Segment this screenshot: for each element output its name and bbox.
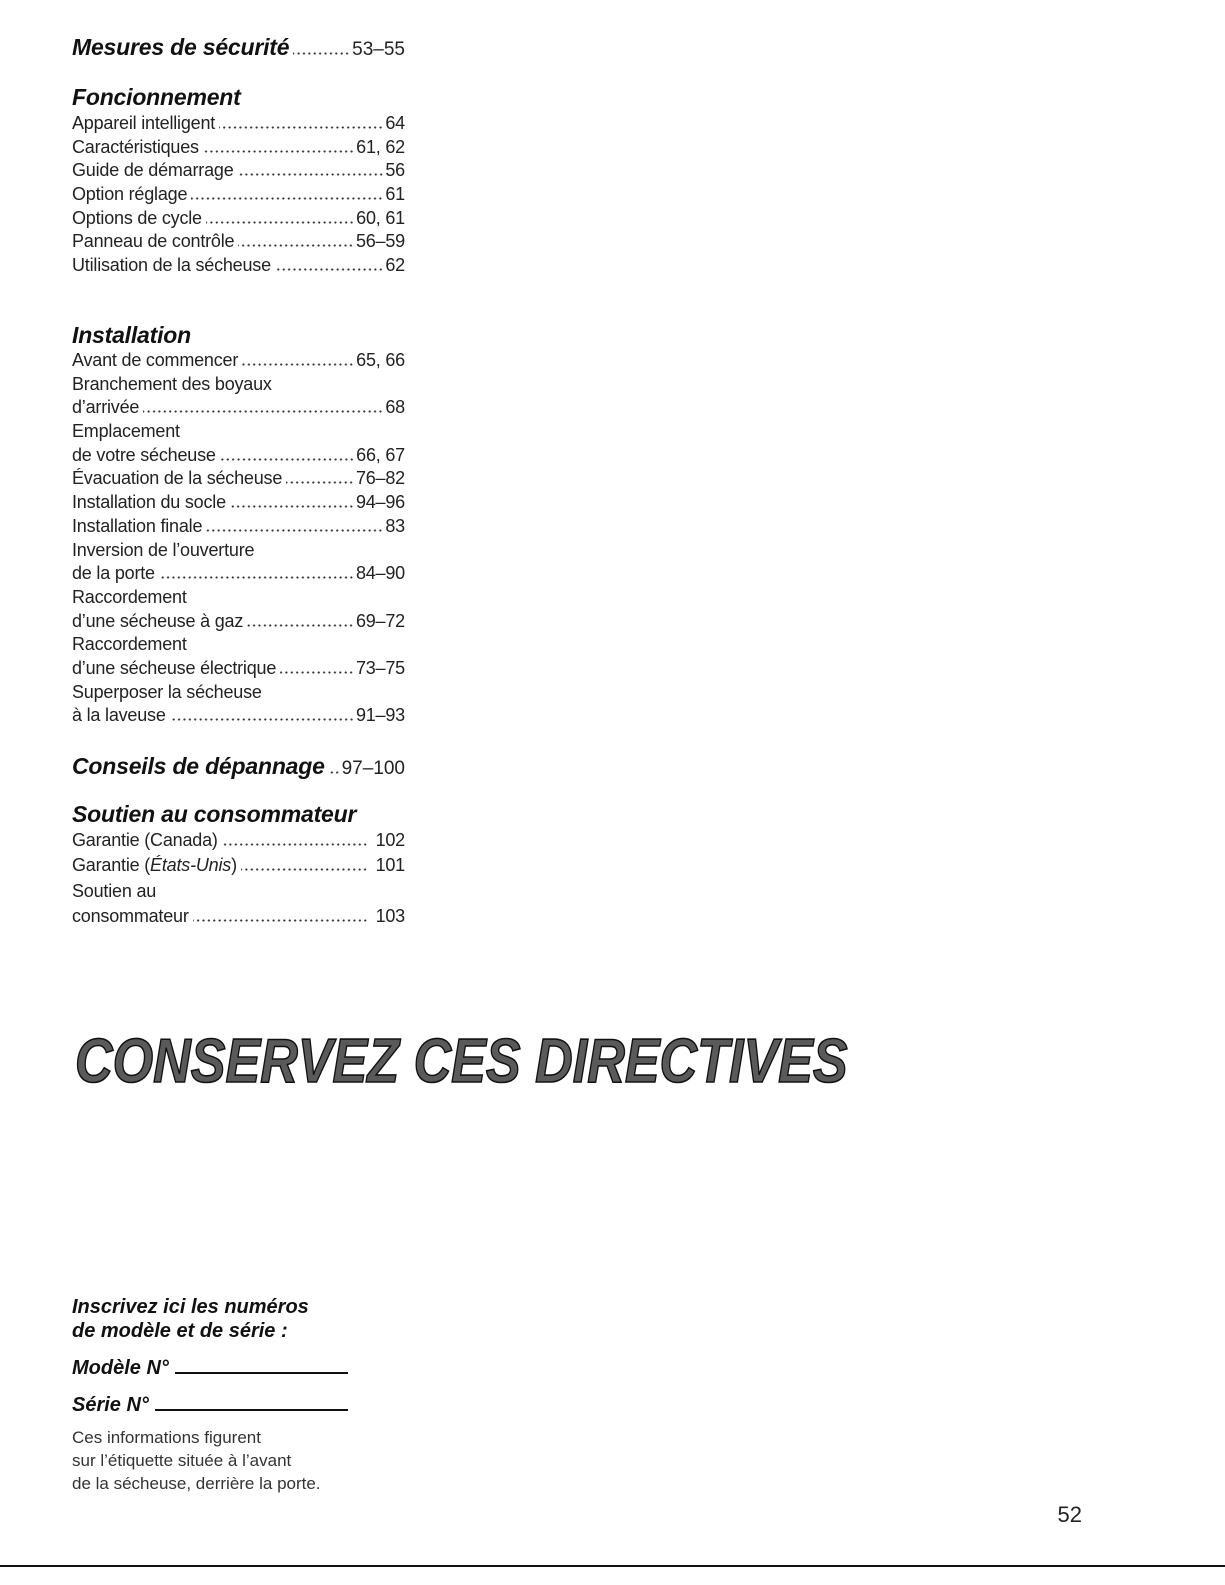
- toc-entry-pages: 69–72: [355, 610, 405, 631]
- toc-entry-label: Emplacement: [72, 421, 180, 442]
- toc-entry: [72, 539, 405, 586]
- registration-heading-line: Inscrivez ici les numéros: [72, 1296, 309, 1318]
- dot-leader: [203, 150, 354, 153]
- toc-entry: [72, 112, 405, 136]
- dot-leader: [286, 481, 354, 484]
- toc-entry-row: [72, 657, 405, 681]
- toc-entry-label: de la porte: [72, 563, 155, 584]
- toc-entry-pages: 61, 62: [356, 136, 405, 157]
- toc-entry-label: consommateur: [72, 905, 189, 926]
- page-number: 52: [1057, 1502, 1082, 1527]
- toc-entry-pages: 65, 66: [356, 350, 405, 370]
- toc-entry-label: Soutien au: [72, 880, 157, 901]
- toc-entry: [72, 853, 405, 878]
- toc-entry-label: Utilisation de la sécheuse: [72, 255, 271, 276]
- toc-entry: [72, 879, 405, 930]
- toc-entry-pages: 68: [385, 397, 405, 418]
- toc-entry-label: Options de cycle: [72, 207, 202, 228]
- toc-entry-row: [72, 562, 405, 586]
- registration-note-line: de la sécheuse, derrière la porte.: [72, 1474, 321, 1493]
- toc-entry-pages: 53–55: [352, 39, 405, 60]
- toc-entry: [72, 515, 405, 539]
- toc-section-installation: [72, 321, 405, 728]
- serial-number-label: Série N°: [72, 1394, 149, 1416]
- toc-entry-pages: 102: [375, 830, 405, 850]
- toc-entry-label-prefix: Garantie (: [72, 855, 151, 876]
- dot-leader: [280, 671, 354, 674]
- toc-entry-pages: 56: [385, 160, 405, 181]
- toc-entry-label-suffix: ): [231, 855, 237, 876]
- toc-entry-pages: 66, 67: [356, 444, 405, 465]
- dot-leader: [230, 505, 354, 508]
- dot-leader: [241, 868, 368, 871]
- dot-leader: [220, 458, 354, 461]
- toc-entry-label: [72, 853, 237, 878]
- toc-entry-label: Installation du socle: [72, 492, 226, 513]
- serial-number-blank-line: [155, 1395, 348, 1411]
- toc-entry-pages: 103: [375, 905, 405, 926]
- toc-section-title: Soutien au consommateur: [72, 801, 357, 827]
- toc-entry-label: Évacuation de la sécheuse: [72, 468, 283, 489]
- toc-section-title: Installation: [72, 322, 192, 348]
- toc-troubleshooting-entry: [72, 752, 405, 780]
- toc-entry: [72, 373, 405, 420]
- toc-section-title: Conseils de dépannage: [72, 753, 325, 779]
- toc-entry: [72, 254, 405, 278]
- toc-entry: [72, 681, 405, 728]
- toc-entry: [72, 491, 405, 515]
- toc-entry-pages: 97–100: [341, 758, 405, 779]
- toc-entry-pages: 94–96: [355, 492, 405, 513]
- dot-leader: [329, 771, 340, 774]
- toc-entry: [72, 159, 405, 183]
- dot-leader: [238, 244, 354, 247]
- toc-entry: [72, 183, 405, 207]
- save-instructions-banner: CONSERVEZ CES DIRECTIVES: [75, 1027, 848, 1096]
- dot-leader: [159, 576, 354, 579]
- toc-section-title: Foncionnement: [72, 84, 241, 110]
- toc-entry-pages: 61: [385, 184, 405, 205]
- registration-heading-line: de modèle et de série :: [72, 1320, 288, 1342]
- toc-entry-pages: 73–75: [355, 657, 405, 678]
- toc-safety-entry: [72, 33, 405, 61]
- toc-entry-pages: 91–93: [355, 705, 405, 726]
- dot-leader: [275, 268, 383, 271]
- toc-section-operation: [72, 83, 405, 278]
- dot-leader: [206, 529, 383, 532]
- toc-section-support: [72, 800, 405, 929]
- toc-entry-pages: 64: [385, 113, 405, 133]
- toc-entry-label: Guide de démarrage: [72, 160, 234, 181]
- toc-entry-label: Raccordement: [72, 586, 187, 607]
- toc-entry: [72, 207, 405, 231]
- dot-leader: [193, 919, 368, 922]
- toc-entry: [72, 467, 405, 491]
- toc-entry-pages: 76–82: [355, 468, 405, 489]
- registration-heading: [72, 1295, 309, 1343]
- dot-leader: [222, 843, 368, 846]
- model-number-label: Modèle N°: [72, 1357, 169, 1379]
- toc-entry-label: Garantie (Canada): [72, 830, 218, 850]
- dot-leader: [293, 52, 350, 55]
- toc-entry-label: Branchement des boyaux: [72, 373, 272, 394]
- dot-leader: [242, 363, 354, 366]
- toc-entry-pages: 83: [385, 515, 405, 536]
- dot-leader: [238, 173, 384, 176]
- dot-leader: [191, 197, 383, 200]
- toc-entry-label: d’une sécheuse électrique: [72, 657, 277, 678]
- toc-entry-label: Caractéristiques: [72, 136, 199, 157]
- bottom-rule: [0, 1565, 1225, 1567]
- toc-entry: [72, 349, 405, 373]
- toc-entry-row: [72, 396, 405, 420]
- toc-entry-label: Option réglage: [72, 184, 188, 205]
- dot-leader: [143, 410, 383, 413]
- toc-entry-label: Superposer la sécheuse: [72, 681, 262, 702]
- toc-entry: [72, 586, 405, 633]
- registration-note-line: sur l’étiquette située à l’avant: [72, 1451, 292, 1470]
- toc-entry-pages: 101: [375, 855, 405, 876]
- toc-entry-pages: 84–90: [355, 563, 405, 584]
- toc-entry-label: de votre sécheuse: [72, 444, 216, 465]
- toc-entry-row: [72, 444, 405, 468]
- toc-entry-pages: 56–59: [355, 231, 405, 252]
- serial-number-row: [72, 1393, 348, 1417]
- dot-leader: [247, 624, 354, 627]
- toc-entry-label: d’arrivée: [72, 397, 140, 418]
- toc-entry-label: à la laveuse: [72, 705, 166, 726]
- toc-entry-label: Avant de commencer: [72, 350, 239, 370]
- model-number-blank-line: [175, 1358, 348, 1374]
- toc-entry: [72, 828, 405, 853]
- toc-entry-label: Installation finale: [72, 515, 203, 536]
- toc-entry: [72, 420, 405, 467]
- toc-entry-label: d’une sécheuse à gaz: [72, 610, 244, 631]
- toc-entry-label-italic: États-Unis: [150, 855, 232, 876]
- toc-entry: [72, 633, 405, 680]
- toc-entry-row: [72, 904, 405, 929]
- dot-leader: [219, 126, 383, 129]
- toc-entry-row: [72, 704, 405, 728]
- registration-note-line: Ces informations figurent: [72, 1428, 261, 1447]
- model-number-row: [72, 1356, 348, 1380]
- dot-leader: [206, 221, 354, 224]
- toc-entry-pages: 62: [385, 255, 405, 276]
- toc-entry-label: Inversion de l’ouverture: [72, 539, 255, 560]
- toc-entry: [72, 136, 405, 160]
- registration-note: [72, 1426, 321, 1495]
- toc-entry-pages: 60, 61: [356, 207, 405, 228]
- toc-entry: [72, 230, 405, 254]
- dot-leader: [170, 718, 354, 721]
- toc-entry-label: Appareil intelligent: [72, 113, 216, 133]
- toc-entry-label: Panneau de contrôle: [72, 231, 235, 252]
- toc-entry-label: Raccordement: [72, 634, 187, 655]
- toc-section-title: Mesures de sécurité: [72, 34, 290, 60]
- toc-entry-row: [72, 610, 405, 634]
